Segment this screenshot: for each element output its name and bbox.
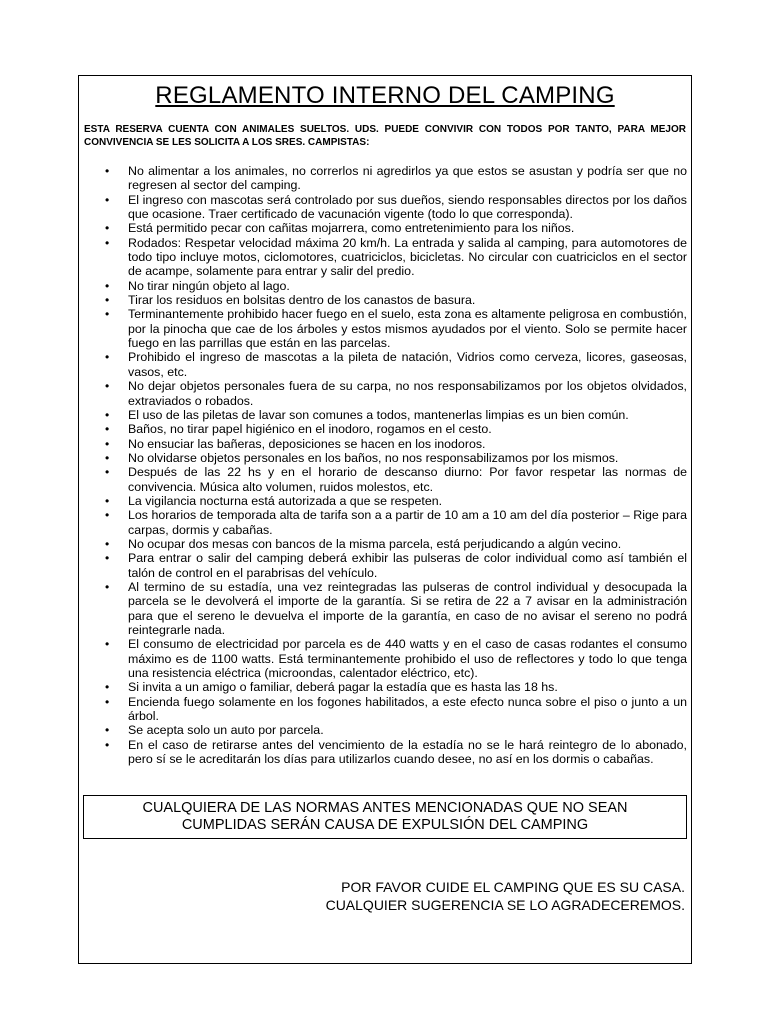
rule-text: El ingreso con mascotas será controlado por sus dueños, siendo responsables directos por los daños que ocasione. Traer certificado de vacunación vigente (todo lo que corresponda). [128,192,687,222]
rule-item [105,680,687,695]
document-frame [78,75,692,964]
rules-list [105,164,687,767]
bullet-icon: • [105,350,110,365]
rule-text: No ocupar dos mesas con bancos de la misma parcela, está perjudicando a algún vecino. [128,536,622,551]
rule-item [105,192,687,222]
rule-text: No olvidarse objetos personales en los baños, no nos responsabilizamos por los mismos. [128,450,619,465]
bullet-icon: • [105,164,110,178]
footer-message [326,878,685,914]
rule-text: Prohibido el ingreso de mascotas a la pileta de natación, Vidrios como cerveza, licores, gaseosas, vasos, etc. [128,350,687,379]
rule-text: La vigilancia nocturna está autorizada a que se respeten. [128,493,443,508]
notice-line-1: CUALQUIERA DE LAS NORMAS ANTES MENCIONADAS QUE NO SEAN [142,800,628,816]
rule-text: No tirar ningún objeto al lago. [128,278,290,293]
rule-text: Baños, no tirar papel higiénico en el inodoro, rogamos en el cesto. [128,422,492,437]
rule-item [105,407,687,422]
bullet-icon: • [105,221,110,236]
rule-text: Después de las 22 hs y en el horario de descanso diurno: Por favor respetar las normas de convivencia. Música alto volumen, ruidos molestos, etc. [128,465,687,494]
rule-text: Se acepta solo un auto por parcela. [128,723,324,738]
rule-text: Está permitido pecar con cañitas mojarrera, como entretenimiento para los niños. [128,221,575,236]
rule-item [105,579,687,637]
rule-text: Al termino de su estadía, una vez reintegradas las pulseras de control individual y desocupada la parcela se le devolverá el importe de la garantía. Si se retira de 22 a 7 avisar en la administración para que el sereno le devuelva el importe de la garantía, en caso de no avisar el sereno no podrá reintegrarle nada. [128,579,687,637]
bullet-icon: • [105,307,110,322]
bullet-icon: • [105,680,110,695]
rule-text: Si invita a un amigo o familiar, deberá pagar la estadía que es hasta las 18 hs. [128,680,558,695]
rule-text: Para entrar o salir del camping deberá exhibir las pulseras de color individual como así también el talón de control en el parabrisas del vehículo. [128,551,687,580]
rule-item [105,221,687,236]
rule-item [105,723,687,738]
rule-text: No ensuciar las bañeras, deposiciones se hacen en los inodoros. [128,436,486,451]
notice-line-2: CUMPLIDAS SERÁN CAUSA DE EXPULSIÓN DEL CAMPING [181,817,589,833]
rule-item [105,551,687,580]
rule-text: Terminantemente prohibido hacer fuego en el suelo, esta zona es altamente peligrosa en combustión, por la pinocha que cae de los árboles y estos mismos ayudados por el viento. Solo se permite hacer fuego en las parrillas que están en las parcelas. [128,307,687,351]
bullet-icon: • [105,694,110,709]
rule-item [105,493,687,508]
bullet-icon: • [105,422,110,437]
rule-text: Rodados: Respetar velocidad máxima 20 km/h. La entrada y salida al camping, para automotores de todo tipo incluye motos, ciclomotores, cuatriciclos, bicicletas. No circular con cuatriciclos en el sector de acampe, solamente para entrar y salir del predio. [128,235,687,279]
rule-text: No dejar objetos personales fuera de su carpa, no nos responsabilizamos por los objetos olvidados, extraviados o robados. [128,379,687,408]
rule-item [105,307,687,351]
bullet-icon: • [105,235,110,250]
bullet-icon: • [105,379,110,394]
rule-text: Los horarios de temporada alta de tarifa son a a partir de 10 am a 10 am del día posterior – Rige para carpas, dormis y cabañas. [128,508,687,537]
bullet-icon: • [105,579,110,594]
document-title: REGLAMENTO INTERNO DEL CAMPING [155,82,615,109]
rule-item [105,235,687,279]
rule-item [105,737,687,767]
rule-text: El consumo de electricidad por parcela es de 440 watts y en el caso de casas rodantes el consumo máximo es de 1100 watts. Está terminantemente prohibido el uso de reflectores y todo lo que tenga una resistencia eléctrica (microondas, calentador eléctrico, etc). [128,637,687,681]
rule-item [105,422,687,437]
bullet-icon: • [105,293,110,308]
bullet-icon: • [105,551,110,566]
bullet-icon: • [105,436,110,451]
rule-item [105,536,687,551]
rule-item [105,637,687,681]
bullet-icon: • [105,407,110,422]
rule-text: Tirar los residuos en bolsitas dentro de los canastos de basura. [128,293,476,308]
bullet-icon: • [105,465,110,480]
bullet-icon: • [105,508,110,523]
bullet-icon: • [105,737,110,752]
rule-item [105,450,687,465]
bullet-icon: • [105,723,110,738]
rule-item [105,694,687,724]
footer-line-1: POR FAVOR CUIDE EL CAMPING QUE ES SU CASA. [341,879,685,895]
rule-text: El uso de las piletas de lavar son comunes a todos, mantenerlas limpias es un bien común. [128,407,629,422]
rule-item [105,379,687,408]
bullet-icon: • [105,536,110,551]
expulsion-notice-box [83,795,687,839]
bullet-icon: • [105,450,110,465]
rule-item [105,293,687,308]
rule-text: En el caso de retirarse antes del vencimiento de la estadía no se le hará reintegro de lo abonado, pero sí se le acreditarán los días para utilizarlos cuando desee, no así en los dormis o cabañas. [128,737,687,767]
rule-item [105,164,687,193]
rule-item [105,465,687,494]
bullet-icon: • [105,493,110,508]
rule-item [105,436,687,451]
rule-item [105,508,687,537]
bullet-icon: • [105,192,110,207]
bullet-icon: • [105,278,110,293]
rule-item [105,350,687,379]
intro-paragraph: ESTA RESERVA CUENTA CON ANIMALES SUELTOS. UDS. PUEDE CONVIVIR CON TODOS POR TANTO, PARA MEJOR CONVIVENCIA SE LES SOLICITA A LOS SRES. CAMPISTAS: [84,124,686,148]
rule-text: No alimentar a los animales, no correrlos ni agredirlos ya que estos se asustan y podría ser que no regresen al sector del camping. [128,164,687,193]
rule-item [105,278,687,293]
bullet-icon: • [105,637,110,652]
footer-line-2: CUALQUIER SUGERENCIA SE LO AGRADECEREMOS. [325,897,685,913]
rule-text: Encienda fuego solamente en los fogones habilitados, a este efecto nunca sobre el piso o junto a un árbol. [128,694,687,724]
